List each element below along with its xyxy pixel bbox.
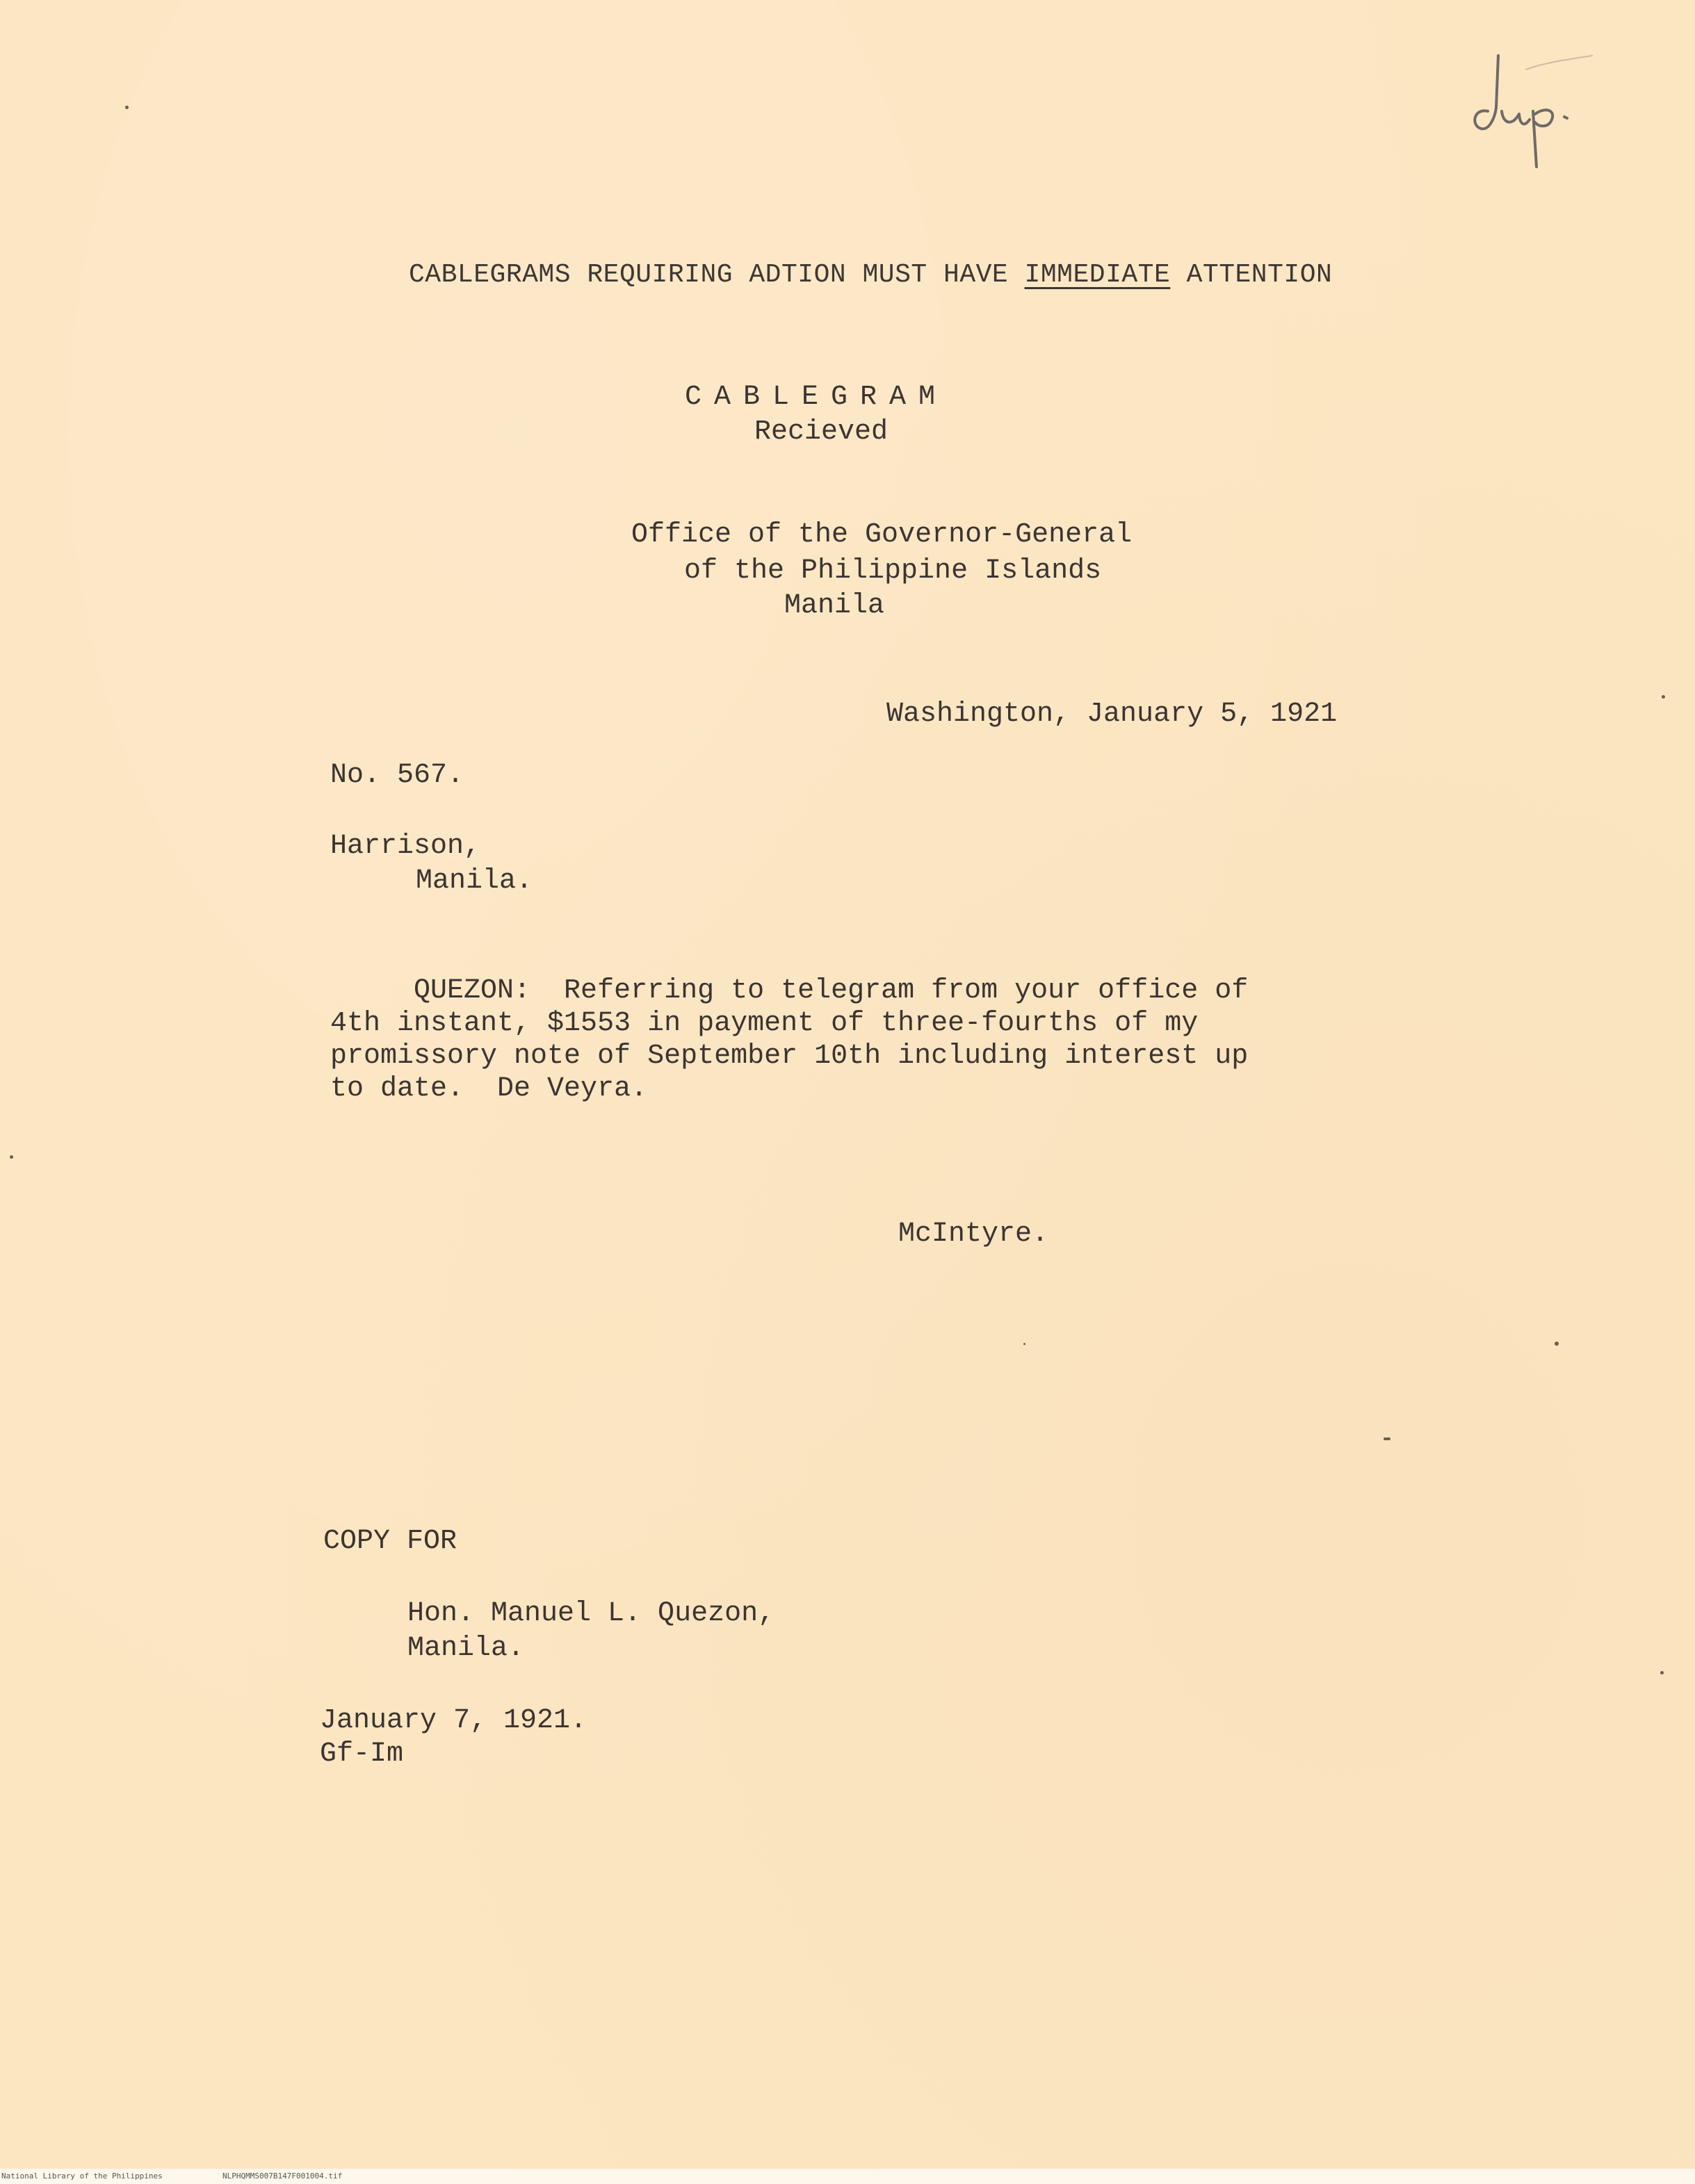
addressee: Harrison,	[330, 831, 481, 862]
header-notice	[409, 259, 1332, 292]
office-line-2: of the Philippine Islands	[684, 555, 1102, 587]
office-line-3: Manila	[784, 590, 885, 621]
copy-date: January 7, 1921.	[320, 1705, 587, 1736]
paper-speck	[1555, 1342, 1559, 1346]
signature: McIntyre.	[898, 1219, 1049, 1250]
typist-initials: Gf-Im	[320, 1738, 404, 1770]
paper-speck	[1662, 695, 1665, 699]
paper-speck	[10, 1155, 13, 1159]
copy-recipient-city: Manila.	[407, 1633, 525, 1664]
header-notice-end: ATTENTION	[1170, 260, 1333, 290]
paper-speck	[125, 106, 129, 109]
header-notice-emphasis: IMMEDIATE	[1024, 260, 1171, 290]
handwritten-note-drawing	[1460, 42, 1613, 174]
dateline: Washington, January 5, 1921	[886, 699, 1338, 730]
document-title: CABLEGRAM	[685, 382, 948, 413]
archive-file-id: NLPHQMMS007B147F001004.tif	[222, 2171, 343, 2181]
addressee-city: Manila.	[416, 865, 533, 897]
paper-speck	[1660, 1671, 1664, 1674]
handwritten-note	[1460, 42, 1613, 174]
header-notice-start: CABLEGRAMS REQUIRING ADTION MUST HAVE	[409, 260, 1025, 290]
copy-recipient: Hon. Manuel L. Quezon,	[407, 1598, 775, 1629]
cable-number: No. 567.	[330, 760, 464, 791]
document-subtitle: Recieved	[754, 416, 889, 448]
copy-for-label: COPY FOR	[323, 1526, 457, 1557]
office-line-1: Office of the Governor-General	[631, 519, 1133, 551]
paper-speck	[1384, 1437, 1390, 1440]
paper-speck	[1023, 1343, 1025, 1345]
message-body: QUEZON: Referring to telegram from your office of 4th instant, $1553 in payment of three-fourths of my promissory note of September 10th including interest up to date. De Veyra.	[330, 975, 1249, 1105]
archive-label: National Library of the Philippines	[1, 2171, 163, 2181]
